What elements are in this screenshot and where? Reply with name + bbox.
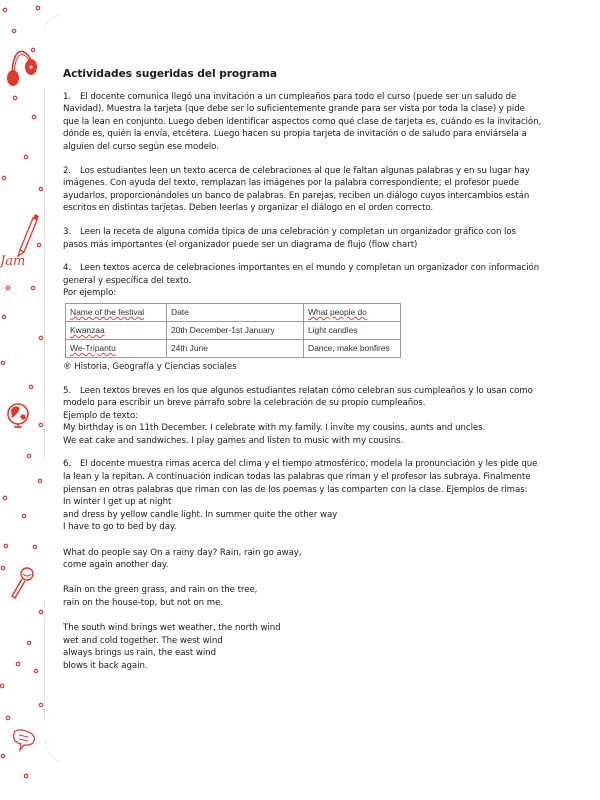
- festival-table: [65, 303, 401, 358]
- jam-doodle: Jam: [0, 254, 26, 269]
- example-line: My birthday is on 11th December. I celebrate with my family. I invite my cousins, aunts and uncles.: [63, 423, 486, 434]
- globe-icon: [8, 404, 28, 428]
- activity-5: [63, 385, 543, 448]
- activity-text: Los estudiantes leen un texto acerca de celebraciones al que le faltan algunas palabras y en su lugar hay imágenes. Con ayuda del texto, remplazan las imágenes por la palabra correspondiente; el profesor puede ayudarlos, proporcionándoles un banco de palabras. En parejas, reciben un diálogo cuyos intercambios están escritos en distintas tarjetas. Deben leerlas y organizar el diálogo en el orden correcto.: [63, 165, 530, 214]
- poem: [63, 547, 543, 572]
- activity-2: [63, 165, 543, 215]
- activity-6: [63, 458, 543, 672]
- table-row: [66, 339, 401, 357]
- activity-number: 4.: [63, 263, 72, 274]
- activity-number: 6.: [63, 459, 72, 470]
- poem-line: blows it back again.: [63, 660, 148, 671]
- poem-line: In winter I get up at night: [63, 497, 172, 508]
- dot-pattern: [0, 6, 42, 777]
- poem-line: The south wind brings wet weather, the north wind: [63, 623, 281, 634]
- poem-line: Rain on the green grass, and rain on the tree,: [63, 585, 258, 596]
- table-header-cell: Name of the festival: [70, 307, 145, 318]
- example-label: Ejemplos de rimas:: [446, 484, 528, 495]
- poem-line: What do people say On a rainy day? Rain, rain go away,: [63, 547, 302, 558]
- poem: [63, 584, 543, 609]
- headphones-icon: [7, 51, 37, 86]
- table-cell: 20th December-1st January: [171, 325, 275, 336]
- poem-line: and dress by yellow candle light. In summer quite the other way: [63, 509, 338, 520]
- activity-number: 5.: [63, 385, 72, 396]
- page-title: Actividades sugeridas del programa: [63, 68, 278, 80]
- poem-line: I have to go to bed by day.: [63, 522, 177, 533]
- poem: [63, 496, 543, 534]
- table-cell: We-Tripantu: [70, 343, 116, 354]
- activity-1: [63, 91, 543, 154]
- table-cell: 24th June: [171, 343, 208, 354]
- poem-line: wet and cold together. The west wind: [63, 635, 223, 646]
- table-header-cell: What people do: [308, 307, 367, 318]
- example-label: Ejemplo de texto:: [63, 410, 139, 421]
- cross-curricular-note: ® Historia, Geografía y Ciencias sociales: [63, 361, 237, 372]
- decorative-arc: [44, 15, 60, 30]
- table-row: [66, 321, 401, 339]
- activity-3: [63, 226, 543, 251]
- margin-dotted-rule: [44, 600, 45, 720]
- activity-text: Leen textos breves en los que algunos estudiantes relatan cómo celebran sus cumpleaños y lo usan como modelo para escribir un breve párrafo sobre la celebración de su propio cumpleaños.: [63, 385, 533, 409]
- margin-dotted-rule: [44, 90, 45, 460]
- document-body: [63, 68, 543, 673]
- table-cell: Dance, make bonfires: [308, 343, 390, 354]
- decorative-border: [0, 0, 60, 800]
- table-header-row: [66, 303, 401, 321]
- activity-text: El docente muestra rimas acerca del clima y el tiempo atmosférico, modela la pronunciación y les pide que la lean y la repitan. A continuación indican todas las palabras que riman y el profesor las subraya. Finalmente piensan en otras palabras que riman con las de los poemas y las comparten con la clase.: [63, 459, 538, 495]
- example-line: We eat cake and sandwiches. I play games and listen to music with my cousins.: [63, 435, 404, 446]
- table-cell: Kwanzaa: [70, 325, 105, 336]
- poem-line: rain on the house-top, but not on me.: [63, 598, 223, 608]
- example-label: Por ejemplo:: [63, 288, 117, 299]
- table-cell: Light candles: [308, 325, 358, 336]
- activity-number: 1.: [63, 91, 72, 102]
- speech-bubble-icon: [14, 730, 35, 750]
- activity-4: [63, 262, 543, 373]
- activity-number: 2.: [63, 165, 72, 176]
- activity-text: El docente comunica llegó una invitación a un cumpleaños para todo el curso (puede ser un saludo de Navidad). Muestra la tarjeta (que debe ser lo suficientemente grande para ser vista por toda la clase) y pide que la lean en conjunto. Luego deben identificar aspectos como qué clase de tarjeta es, cuándo es la invitación, dónde es, quién la envía, etcétera. Luego hacen su propia tarjeta de invitación o de saludo para enviársela a alguien del curso según ese modelo.: [63, 91, 542, 152]
- poem-line: always brings us rain, the east wind: [63, 648, 216, 659]
- table-header-cell: Date: [171, 307, 189, 318]
- pencil-icon: [18, 214, 39, 256]
- microphone-icon: [12, 568, 33, 598]
- poem: [63, 622, 543, 672]
- poem-line: come again another day.: [63, 560, 169, 571]
- activity-text: Leen la receta de alguna comida típica de una celebración y completan un organizador gráfico con los pasos más importantes (el organizador puede ser un diagrama de flujo (flow chart): [63, 226, 516, 250]
- activity-text: Leen textos acerca de celebraciones importantes en el mundo y completan un organizador con información general y específica del texto.: [63, 263, 540, 286]
- activity-number: 3.: [63, 226, 72, 237]
- decorative-arc: [45, 740, 60, 762]
